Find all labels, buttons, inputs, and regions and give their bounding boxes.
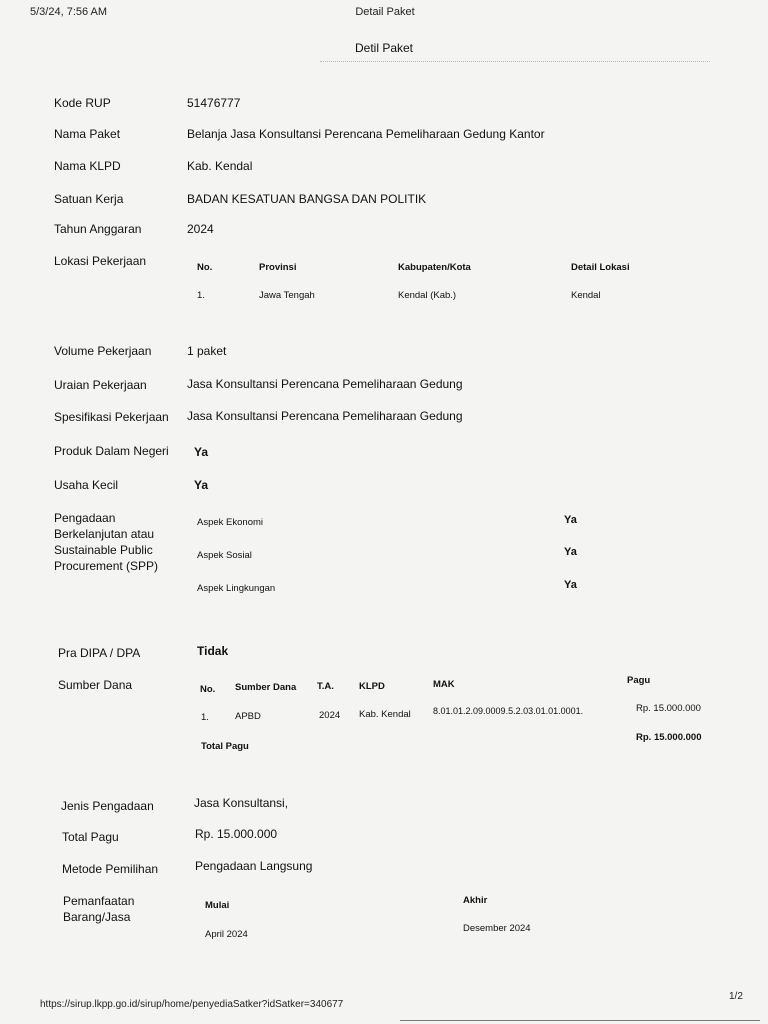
nama-klpd-value: Kab. Kendal bbox=[187, 159, 253, 173]
mulai-value: April 2024 bbox=[205, 929, 248, 940]
satuan-kerja-label: Satuan Kerja bbox=[54, 192, 124, 206]
pemanfaatan-label bbox=[63, 893, 134, 925]
sumber-row-pagu: Rp. 15.000.000 bbox=[636, 703, 701, 714]
sumber-row-sumber: APBD bbox=[235, 711, 261, 722]
jenis-pengadaan-value: Jasa Konsultansi, bbox=[194, 796, 289, 810]
pemanfaatan-label-line: Barang/Jasa bbox=[63, 910, 131, 924]
aspek-lingkungan-label: Aspek Lingkungan bbox=[197, 583, 276, 594]
spp-label-line: Sustainable Public bbox=[54, 543, 153, 557]
kode-rup-label: Kode RUP bbox=[54, 96, 111, 110]
uraian-pekerjaan-label: Uraian Pekerjaan bbox=[54, 378, 147, 392]
akhir-value: Desember 2024 bbox=[463, 923, 531, 934]
spesifikasi-pekerjaan-value: Jasa Konsultansi Perencana Pemeliharaan Gedung bbox=[187, 409, 463, 423]
aspek-sosial-value: Ya bbox=[564, 546, 577, 558]
spp-label-line: Berkelanjutan atau bbox=[54, 527, 155, 541]
sumber-header-no: No. bbox=[200, 684, 216, 695]
pemanfaatan-label-line: Pemanfaatan bbox=[63, 894, 135, 908]
pra-dipa-value: Tidak bbox=[197, 644, 229, 658]
aspek-ekonomi-value: Ya bbox=[564, 514, 577, 526]
aspek-ekonomi-label: Aspek Ekonomi bbox=[197, 517, 264, 528]
sumber-header-ta: T.A. bbox=[317, 681, 334, 692]
print-title: Detail Paket bbox=[355, 6, 415, 18]
sumber-row-ta: 2024 bbox=[319, 710, 341, 721]
mulai-label: Mulai bbox=[205, 900, 230, 911]
nama-klpd-label: Nama KLPD bbox=[54, 159, 121, 173]
sumber-total-value: Rp. 15.000.000 bbox=[636, 732, 702, 743]
produk-dalam-negeri-label: Produk Dalam Negeri bbox=[54, 444, 169, 458]
sumber-dana-label: Sumber Dana bbox=[58, 678, 133, 692]
sumber-header-klpd: KLPD bbox=[359, 681, 385, 692]
sumber-header-mak: MAK bbox=[433, 679, 455, 690]
footer-divider bbox=[400, 1020, 760, 1021]
nama-paket-value: Belanja Jasa Konsultansi Perencana Pemeliharaan Gedung Kantor bbox=[187, 127, 545, 141]
spesifikasi-pekerjaan-label: Spesifikasi Pekerjaan bbox=[54, 410, 169, 424]
title-divider bbox=[320, 61, 710, 62]
lokasi-row-detail: Kendal bbox=[571, 290, 601, 301]
sumber-row-mak: 8.01.01.2.09.0009.5.2.03.01.01.0001. bbox=[433, 706, 584, 716]
pra-dipa-label: Pra DIPA / DPA bbox=[58, 646, 141, 660]
usaha-kecil-label: Usaha Kecil bbox=[54, 478, 119, 492]
nama-paket-label: Nama Paket bbox=[54, 127, 121, 141]
spp-label-line: Pengadaan bbox=[54, 511, 116, 525]
sumber-total-label: Total Pagu bbox=[201, 741, 249, 752]
footer-page-number: 1/2 bbox=[729, 991, 743, 1002]
sumber-header-pagu: Pagu bbox=[627, 675, 651, 686]
spp-label-line: Procurement (SPP) bbox=[54, 559, 159, 573]
sumber-header-sumber: Sumber Dana bbox=[235, 682, 297, 693]
jenis-pengadaan-label: Jenis Pengadaan bbox=[61, 799, 154, 813]
satuan-kerja-value: BADAN KESATUAN BANGSA DAN POLITIK bbox=[187, 192, 427, 206]
total-pagu-value: Rp. 15.000.000 bbox=[195, 827, 278, 841]
lokasi-header-detail: Detail Lokasi bbox=[571, 262, 630, 273]
kode-rup-value: 51476777 bbox=[187, 96, 241, 110]
page-title: Detil Paket bbox=[354, 41, 414, 55]
produk-dalam-negeri-value: Ya bbox=[194, 445, 209, 459]
volume-pekerjaan-value: 1 paket bbox=[187, 344, 227, 358]
sumber-row-no: 1. bbox=[201, 712, 209, 723]
volume-pekerjaan-label: Volume Pekerjaan bbox=[54, 344, 152, 358]
total-pagu-label: Total Pagu bbox=[62, 830, 119, 844]
tahun-anggaran-value: 2024 bbox=[187, 222, 214, 236]
sumber-row-klpd: Kab. Kendal bbox=[359, 709, 411, 720]
lokasi-pekerjaan-label: Lokasi Pekerjaan bbox=[54, 254, 147, 268]
akhir-label: Akhir bbox=[463, 895, 488, 906]
spp-label bbox=[54, 510, 158, 574]
metode-pemilihan-label: Metode Pemilihan bbox=[62, 862, 159, 876]
lokasi-row-no: 1. bbox=[197, 290, 205, 301]
aspek-lingkungan-value: Ya bbox=[564, 579, 577, 591]
footer-url: https://sirup.lkpp.go.id/sirup/home/penyediaSatker?idSatker=340677 bbox=[40, 999, 344, 1010]
lokasi-header-provinsi: Provinsi bbox=[259, 262, 297, 273]
usaha-kecil-value: Ya bbox=[194, 478, 209, 492]
uraian-pekerjaan-value: Jasa Konsultansi Perencana Pemeliharaan Gedung bbox=[187, 377, 463, 391]
print-datetime: 5/3/24, 7:56 AM bbox=[30, 6, 108, 18]
aspek-sosial-label: Aspek Sosial bbox=[197, 550, 252, 561]
metode-pemilihan-value: Pengadaan Langsung bbox=[195, 859, 313, 873]
lokasi-header-kabupaten: Kabupaten/Kota bbox=[398, 262, 471, 273]
lokasi-header-no: No. bbox=[197, 262, 213, 273]
tahun-anggaran-label: Tahun Anggaran bbox=[54, 222, 142, 236]
lokasi-row-provinsi: Jawa Tengah bbox=[259, 290, 315, 301]
lokasi-row-kabupaten: Kendal (Kab.) bbox=[398, 290, 457, 301]
